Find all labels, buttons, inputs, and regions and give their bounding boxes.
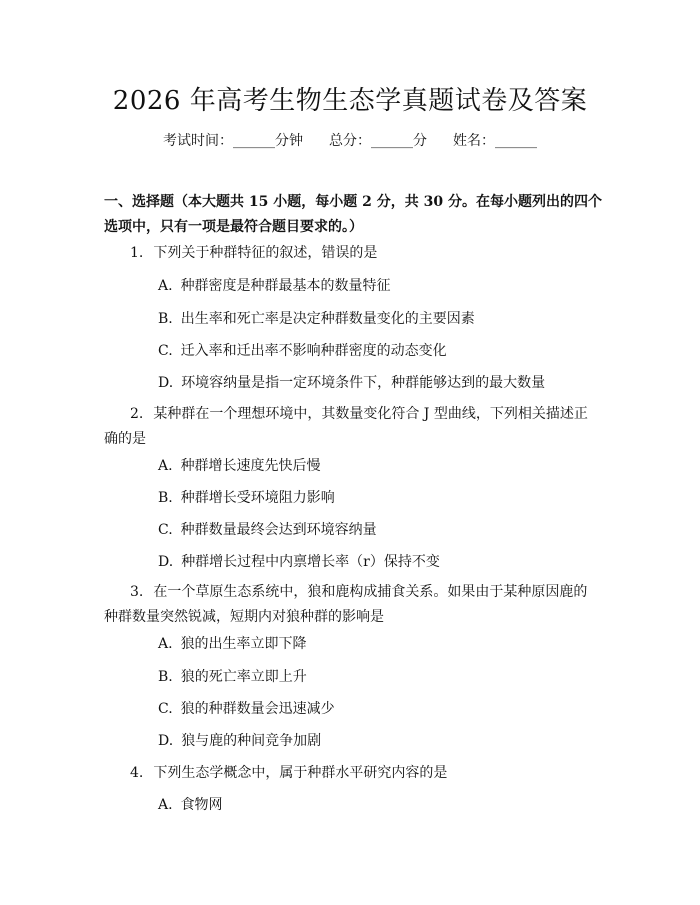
question-text: 下列生态学概念中，属于种群水平研究内容的是 (153, 765, 448, 781)
question-3-option-d (158, 731, 608, 751)
question-number: 3. (130, 584, 144, 600)
option-text: 狼与鹿的种间竞争加剧 (181, 733, 322, 749)
question-2-option-d (158, 552, 608, 572)
question-text: 在一个草原生态系统中，狼和鹿构成捕食关系。如果由于某种原因鹿的种群数量突然锐减，短期内对狼种群的影响是 (104, 584, 588, 625)
question-number: 4. (130, 765, 144, 781)
option-text: 狼的种群数量会迅速减少 (180, 701, 335, 717)
option-text: 狼的死亡率立即上升 (180, 669, 307, 685)
option-letter: A. (158, 797, 173, 813)
question-2-option-b (158, 488, 608, 508)
page-title: 2026 年高考生物生态学真题试卷及答案 (112, 86, 588, 116)
option-letter: A. (158, 636, 173, 652)
option-text: 环境容纳量是指一定环境条件下，种群能够达到的最大数量 (181, 375, 546, 391)
question-text: 某种群在一个理想环境中，其数量变化符合 J 型曲线，下列相关描述正确的是 (104, 406, 588, 447)
option-text: 出生率和死亡率是决定种群数量变化的主要因素 (180, 311, 475, 327)
exam-time-field: 考试时间：______分钟 (163, 133, 303, 149)
question-number: 1. (130, 245, 144, 261)
option-text: 种群数量最终会达到环境容纳量 (180, 522, 377, 538)
question-1-option-b (158, 309, 608, 329)
option-letter: C. (158, 701, 173, 717)
question-3-option-a (158, 634, 608, 654)
option-letter: D. (158, 554, 174, 570)
question-1-option-a (158, 276, 608, 296)
question-3-stem (104, 580, 600, 630)
option-letter: D. (158, 375, 174, 391)
question-3-option-b (158, 667, 608, 687)
exam-info-line (0, 131, 700, 151)
question-2-stem (104, 402, 600, 452)
option-text: 种群增长受环境阻力影响 (180, 490, 335, 506)
question-number: 2. (130, 406, 144, 422)
question-1-stem (104, 241, 600, 266)
question-2-option-c (158, 520, 608, 540)
option-letter: C. (158, 522, 173, 538)
question-4-option-a (158, 795, 608, 815)
question-1-option-d (158, 373, 608, 393)
option-letter: B. (158, 311, 173, 327)
question-4-stem (104, 761, 600, 786)
option-letter: B. (158, 669, 173, 685)
option-letter: A. (158, 278, 173, 294)
option-text: 种群增长速度先快后慢 (180, 458, 321, 474)
option-text: 狼的出生率立即下降 (180, 636, 307, 652)
option-text: 种群增长过程中内禀增长率（r）保持不变 (181, 554, 440, 570)
option-letter: C. (158, 343, 173, 359)
question-2-option-a (158, 456, 608, 476)
option-text: 食物网 (180, 797, 223, 813)
option-letter: B. (158, 490, 173, 506)
question-1-option-c (158, 341, 608, 361)
option-letter: D. (158, 733, 174, 749)
option-text: 种群密度是种群最基本的数量特征 (180, 278, 391, 294)
question-text: 下列关于种群特征的叙述，错误的是 (153, 245, 378, 261)
question-3-option-c (158, 699, 608, 719)
total-score-field: 总分：______分 (329, 133, 427, 149)
student-name-field: 姓名：______ (453, 133, 537, 149)
option-letter: A. (158, 458, 173, 474)
section-heading: 一、选择题（本大题共 15 小题，每小题 2 分，共 30 分。在每小题列出的四个选项中，只有一项是最符合题目要求的。） (104, 194, 602, 235)
option-text: 迁入率和迁出率不影响种群密度的动态变化 (180, 343, 447, 359)
